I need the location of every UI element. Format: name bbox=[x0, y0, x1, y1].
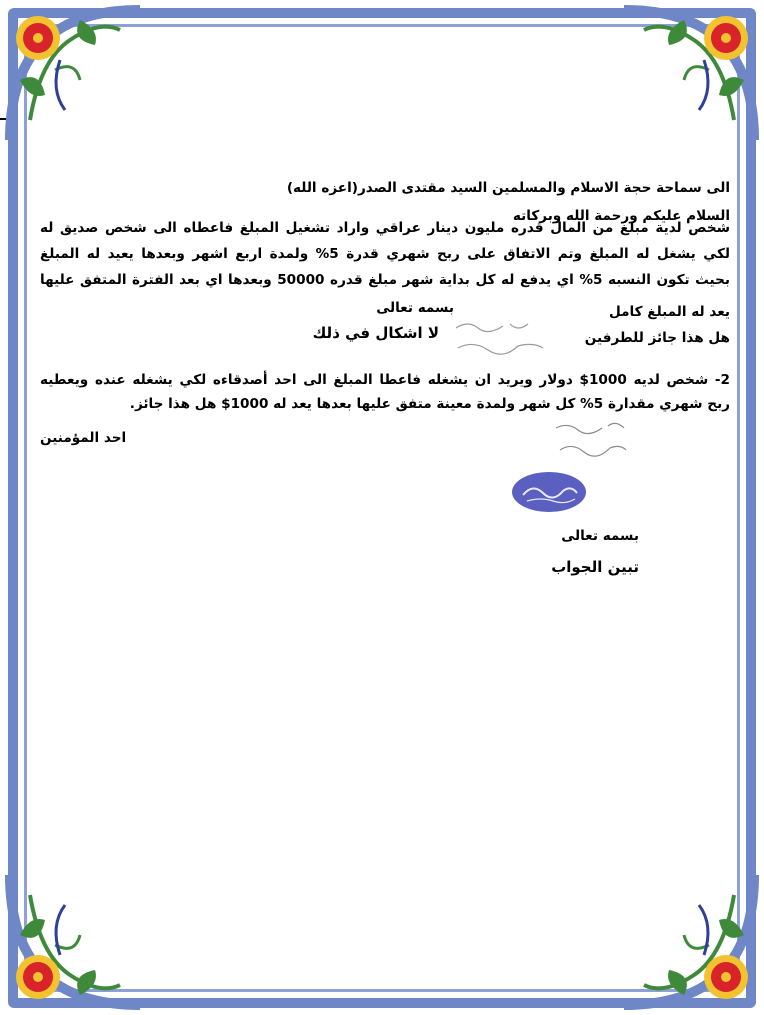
answer-2-basmala: بسمه تعالى bbox=[561, 528, 639, 544]
question-1-line-4: يعد له المبلغ كامل bbox=[609, 304, 730, 320]
question-2-line-1: 2- شخص لديه 1000$ دولار ويريد ان يشغله فاعطا المبلغ الى احد أصدقاءه لكي يشغله عنده ويعطيه bbox=[40, 372, 730, 388]
question-1-question: هل هذا جائز للطرفين bbox=[584, 330, 730, 346]
corner-ornament-bottom-left bbox=[0, 865, 150, 1015]
sender-line: احد المؤمنين bbox=[40, 430, 127, 446]
question-1-line-3: بحيث تكون النسبه 5% اي يدفع له كل بداية شهر مبلغ قدره 50000 وبعدها اي بعد الفترة المتفق عليها bbox=[40, 272, 730, 288]
question-2-line-2: ربح شهري مقدارة 5% كل شهر ولمدة معينة متفق عليها بعدها يعد له 1000$ هل هذا جائز. bbox=[129, 396, 730, 412]
question-1-line-1: شخص لدية مبلغ من المال قدره مليون دينار عراقي واراد تشغيل المبلغ فاعطاه الى شخص صديق له bbox=[40, 220, 730, 236]
official-stamp bbox=[512, 472, 586, 512]
corner-ornament-top-right bbox=[614, 0, 764, 150]
corner-ornament-top-left bbox=[0, 0, 150, 150]
handwritten-signature-1 bbox=[448, 318, 548, 358]
answer-1-text: لا اشكال في ذلك bbox=[312, 324, 439, 342]
answer-2-text: تبين الجواب bbox=[551, 558, 639, 576]
corner-ornament-bottom-right bbox=[614, 865, 764, 1015]
greeting-line: السلام عليكم ورحمة الله وبركاته bbox=[512, 208, 730, 224]
addressee-line: الى سماحة حجة الاسلام والمسلمين السيد مقتدى الصدر(اعزه الله) bbox=[286, 180, 730, 196]
page-border-inner bbox=[24, 24, 740, 992]
question-1-line-2: لكي يشغل له المبلغ وتم الاتفاق على ربح شهري قدرة 5% ولمدة اربع اشهر وبعدها يعيد له المبلغ bbox=[40, 246, 730, 262]
handwritten-signature-2 bbox=[550, 418, 630, 460]
answer-1-basmala: بسمه تعالى bbox=[376, 300, 454, 316]
